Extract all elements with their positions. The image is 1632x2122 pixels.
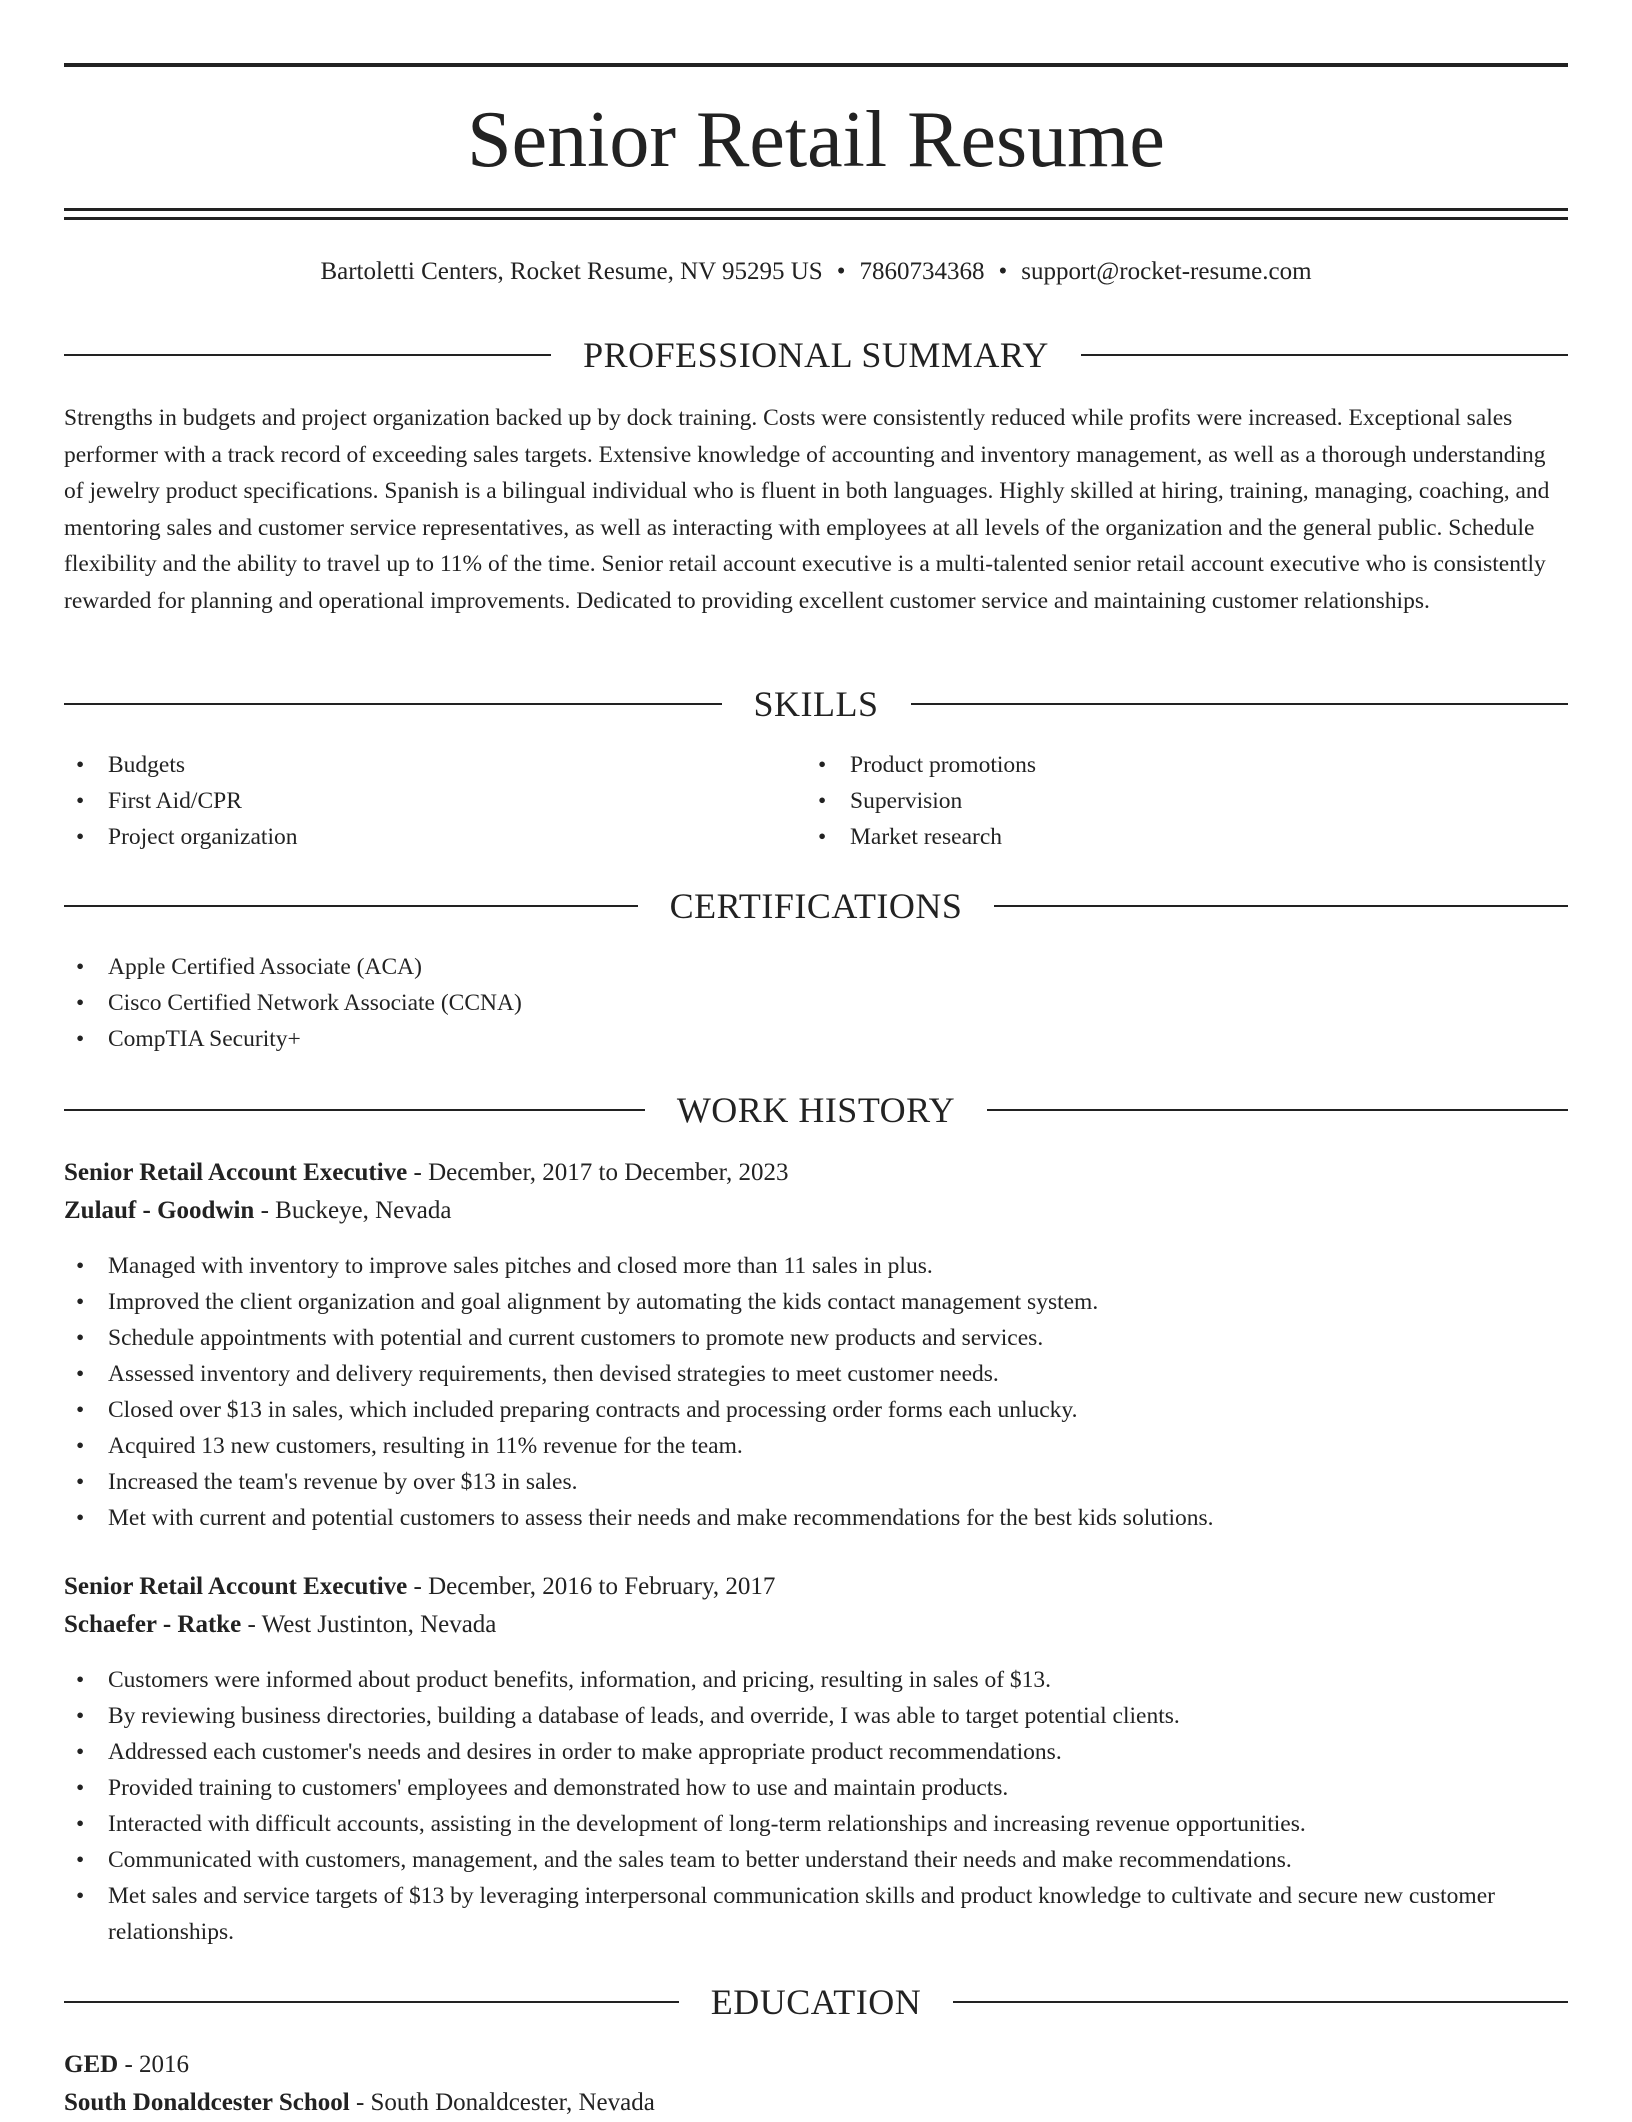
skill-item: • Budgets xyxy=(64,747,806,783)
job-company: Zulauf - Goodwin xyxy=(64,1197,255,1224)
contact-phone: 7860734368 xyxy=(859,258,985,285)
job-company-line xyxy=(64,1606,1568,1644)
skill-item: • Project organization xyxy=(64,819,806,855)
education-location: - South Donaldcester, Nevada xyxy=(349,2089,655,2116)
title-double-rule xyxy=(64,208,1568,220)
job-location: - West Justinton, Nevada xyxy=(241,1611,497,1638)
job-bullet: • Interacted with difficult accounts, assisting in the development of long-term relationships and increasing revenue opportunities. xyxy=(64,1806,1568,1842)
summary-paragraph: Strengths in budgets and project organization backed up by dock training. Costs were consistently reduced while profits were increased. Exceptional sales performer with a track record of exceeding sales targets. Extensive knowledge of accounting and inventory management, as well as a thorough understanding of jewelry product specifications. Spanish is a bilingual individual who is fluent in both languages. Highly skilled at hiring, training, managing, coaching, and mentoring sales and customer service representatives, as well as interacting with employees at all levels of the organization and the general public. Schedule flexibility and the ability to travel up to 11% of the time. Senior retail account executive is a multi-talented senior retail account executive who is consistently rewarded for planning and operational improvements. Dedicated to providing excellent customer service and maintaining customer relationships. xyxy=(64,405,1550,614)
certifications-list xyxy=(64,949,1568,1057)
job-bullet: • Increased the team's revenue by over $13 in sales. xyxy=(64,1464,1568,1500)
job-bullet: • Schedule appointments with potential and current customers to promote new products and services. xyxy=(64,1320,1568,1356)
job-dates: - December, 2016 to February, 2017 xyxy=(407,1573,776,1600)
job-title: Senior Retail Account Executive xyxy=(64,1573,408,1600)
education-school: South Donaldcester School xyxy=(64,2089,350,2116)
job-bullet: • Communicated with customers, management, and the sales team to better understand their needs and make recommendations. xyxy=(64,1842,1568,1878)
skill-item: • Supervision xyxy=(806,783,1548,819)
skills-column-left xyxy=(64,747,806,855)
education-school-line xyxy=(64,2084,1568,2122)
heading-rule xyxy=(911,703,1569,705)
section-heading-summary xyxy=(64,333,1568,377)
section-title: SKILLS xyxy=(753,684,879,724)
heading-rule xyxy=(64,2001,679,2003)
job-company: Schaefer - Ratke xyxy=(64,1611,242,1638)
job-bullet: • Acquired 13 new customers, resulting in 11% revenue for the team. xyxy=(64,1428,1568,1464)
contact-address: Bartoletti Centers, Rocket Resume, NV 95295 US xyxy=(320,258,823,285)
section-title: EDUCATION xyxy=(710,1982,922,2022)
job-bullet: • Addressed each customer's needs and desires in order to make appropriate product recommendations. xyxy=(64,1734,1568,1770)
heading-rule xyxy=(987,1109,1568,1111)
skill-item: • Product promotions xyxy=(806,747,1548,783)
heading-rule xyxy=(994,905,1568,907)
heading-rule xyxy=(1081,354,1568,356)
heading-rule xyxy=(64,905,638,907)
heading-rule xyxy=(64,354,551,356)
skill-item: • Market research xyxy=(806,819,1548,855)
education-year: - 2016 xyxy=(118,2051,190,2078)
section-heading-work-history xyxy=(64,1088,1568,1132)
job-title-line xyxy=(64,1568,1568,1606)
job-bullet: • Managed with inventory to improve sales pitches and closed more than 11 sales in plus. xyxy=(64,1248,1568,1284)
education-entry xyxy=(64,2046,1568,2122)
job-title: Senior Retail Account Executive xyxy=(64,1159,408,1186)
job-bullets xyxy=(64,1248,1568,1536)
job-dates: - December, 2017 to December, 2023 xyxy=(407,1159,789,1186)
job-title-line xyxy=(64,1154,1568,1192)
job-bullet: • Assessed inventory and delivery requirements, then devised strategies to meet customer needs. xyxy=(64,1356,1568,1392)
section-heading-skills xyxy=(64,682,1568,726)
section-title: WORK HISTORY xyxy=(676,1090,956,1130)
heading-rule xyxy=(953,2001,1568,2003)
job-bullets xyxy=(64,1662,1568,1950)
job-entry xyxy=(64,1568,1568,1644)
contact-separator: • xyxy=(998,258,1008,285)
education-degree: GED xyxy=(64,2051,119,2078)
job-bullet: • Met with current and potential customers to assess their needs and make recommendations for the best kids solutions. xyxy=(64,1500,1568,1536)
section-heading-certifications xyxy=(64,884,1568,928)
skill-item: • First Aid/CPR xyxy=(64,783,806,819)
job-bullet: • By reviewing business directories, building a database of leads, and override, I was able to target potential clients. xyxy=(64,1698,1568,1734)
job-bullet: • Improved the client organization and goal alignment by automating the kids contact management system. xyxy=(64,1284,1568,1320)
certification-item: • Cisco Certified Network Associate (CCNA) xyxy=(64,985,1568,1021)
job-bullet: • Customers were informed about product benefits, information, and pricing, resulting in sales of $13. xyxy=(64,1662,1568,1698)
job-bullet: • Provided training to customers' employees and demonstrated how to use and maintain products. xyxy=(64,1770,1568,1806)
contact-separator: • xyxy=(836,258,846,285)
skills-list xyxy=(64,747,1568,855)
contact-email: support@rocket-resume.com xyxy=(1021,258,1312,285)
certification-item: • CompTIA Security+ xyxy=(64,1021,1568,1057)
job-bullet: • Closed over $13 in sales, which included preparing contracts and processing order forms each unlucky. xyxy=(64,1392,1568,1428)
education-degree-line xyxy=(64,2046,1568,2084)
job-entry xyxy=(64,1154,1568,1230)
section-heading-education xyxy=(64,1980,1568,2024)
section-title: PROFESSIONAL SUMMARY xyxy=(583,335,1049,375)
section-title: CERTIFICATIONS xyxy=(669,886,963,926)
skills-column-right xyxy=(806,747,1548,855)
heading-rule xyxy=(64,703,722,705)
job-company-line xyxy=(64,1192,1568,1230)
top-rule xyxy=(64,63,1568,67)
certification-item: • Apple Certified Associate (ACA) xyxy=(64,949,1568,985)
job-bullet: • Met sales and service targets of $13 by leveraging interpersonal communication skills and product knowledge to cultivate and secure new customer relationships. xyxy=(64,1878,1568,1950)
heading-rule xyxy=(64,1109,645,1111)
contact-line xyxy=(64,255,1568,289)
job-location: - Buckeye, Nevada xyxy=(254,1197,452,1224)
resume-title: Senior Retail Resume xyxy=(467,96,1165,184)
